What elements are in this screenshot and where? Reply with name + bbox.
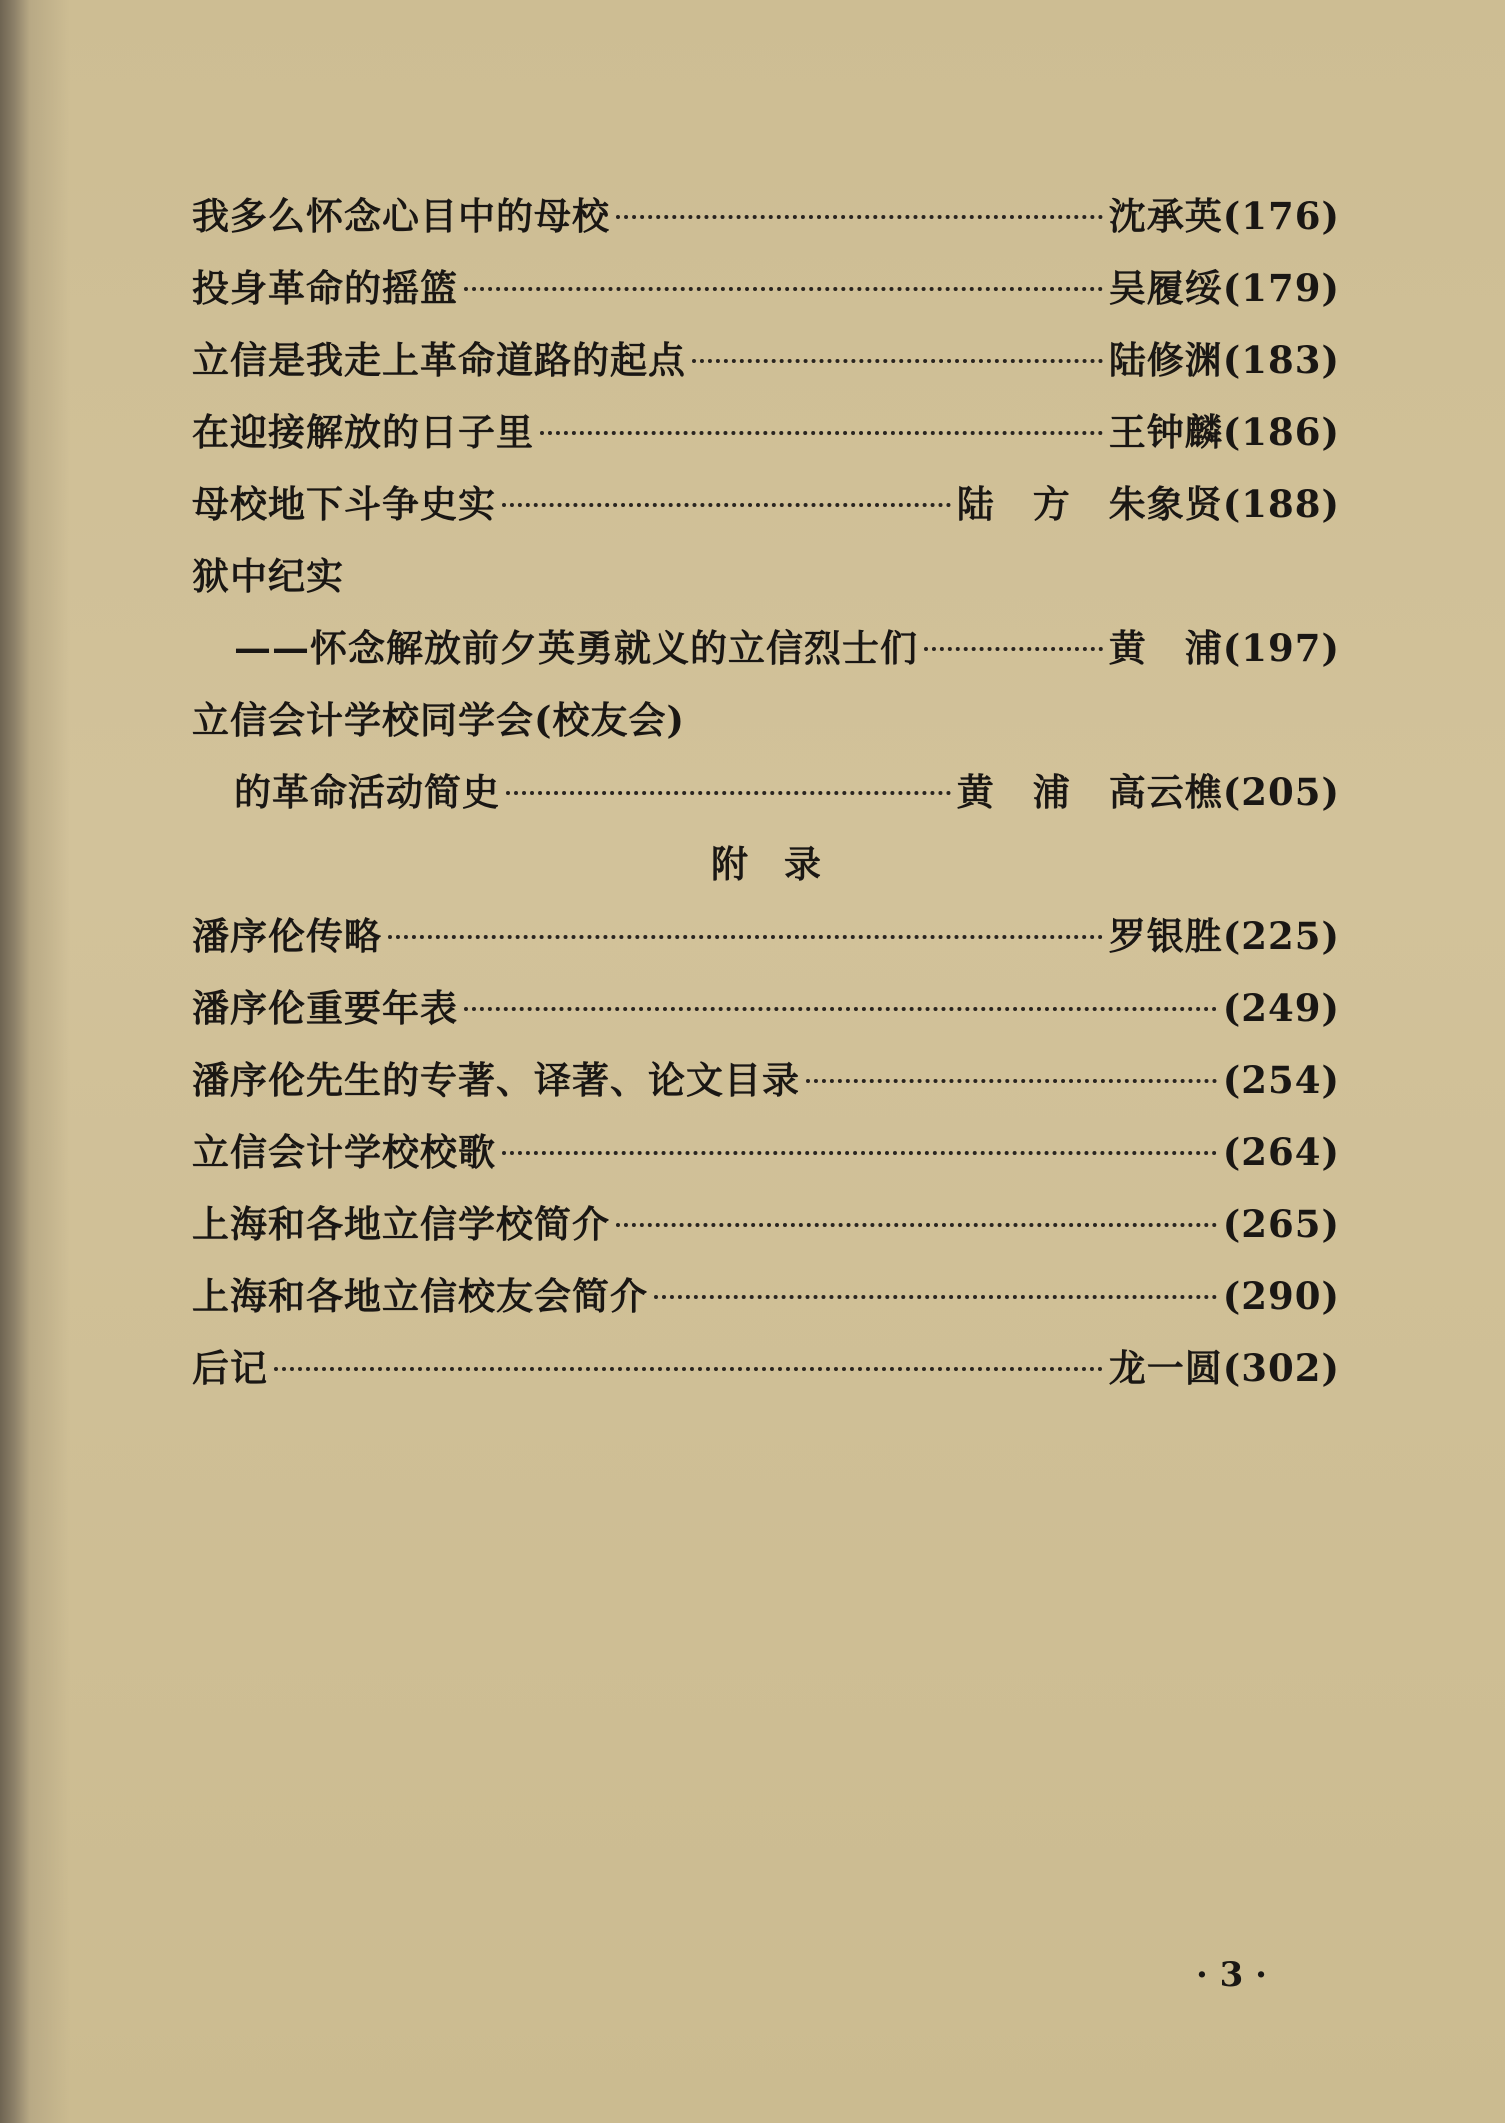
toc-entry-title: 后记 [192, 1346, 268, 1390]
toc-entry-author: 陆修渊 [1108, 338, 1223, 382]
dot-leader [616, 215, 1103, 219]
toc-entry-title: 母校地下斗争史实 [192, 482, 496, 526]
toc-entry-author: 沈承英 [1108, 194, 1223, 238]
toc-entry-heading [192, 540, 1340, 612]
toc-entry [192, 756, 1340, 828]
dot-leader [274, 1367, 1103, 1371]
toc-entry-page: (249) [1222, 986, 1340, 1030]
toc-entry-title: 狱中纪实 [192, 554, 344, 598]
dot-leader [806, 1079, 1217, 1083]
dot-leader [540, 431, 1103, 435]
toc-entry-subtitle: 的革命活动简史 [234, 770, 500, 814]
toc-entry [192, 252, 1340, 324]
toc-entry [192, 1116, 1340, 1188]
toc-entry [192, 972, 1340, 1044]
dot-leader [502, 1151, 1217, 1155]
toc-entry-page: (176) [1222, 194, 1340, 238]
toc-entry-author: 黄 浦 高云樵 [956, 770, 1223, 814]
toc-entry-title: 在迎接解放的日子里 [192, 410, 534, 454]
toc-entry-author: 王钟麟 [1108, 410, 1223, 454]
dot-leader [388, 935, 1103, 939]
toc-entry-title: 潘序伦传略 [192, 914, 382, 958]
toc-entry-author: 吴履绥 [1108, 266, 1223, 310]
dot-leader [464, 287, 1103, 291]
toc-entry-page: (183) [1222, 338, 1340, 382]
toc-entry-subtitle: ——怀念解放前夕英勇就义的立信烈士们 [234, 626, 918, 670]
toc-entry-title: 潘序伦先生的专著、译著、论文目录 [192, 1058, 800, 1102]
toc-entry-page: (188) [1222, 482, 1340, 526]
toc-entry-title: 上海和各地立信学校简介 [192, 1202, 610, 1246]
toc-entry-page: (225) [1222, 914, 1340, 958]
toc-entry-page: (179) [1222, 266, 1340, 310]
page-number: · 3 · [1196, 1955, 1268, 1995]
toc-entry-author: 黄 浦 [1108, 626, 1223, 670]
toc-entry-author: 陆 方 朱象贤 [956, 482, 1223, 526]
toc-entry [192, 396, 1340, 468]
toc-entry-title: 上海和各地立信校友会简介 [192, 1274, 648, 1318]
appendix-heading: 附录 [711, 842, 857, 886]
toc-entry-heading [192, 684, 1340, 756]
toc-entry [192, 900, 1340, 972]
dot-leader [616, 1223, 1217, 1227]
toc-entry [192, 1260, 1340, 1332]
toc-entry-title: 立信是我走上革命道路的起点 [192, 338, 686, 382]
toc-entry-author: 罗银胜 [1108, 914, 1223, 958]
toc-entry-author: 龙一圆 [1108, 1346, 1223, 1390]
dot-leader [464, 1007, 1217, 1011]
toc-entry-title: 投身革命的摇篮 [192, 266, 458, 310]
toc-entry-title: 潘序伦重要年表 [192, 986, 458, 1030]
dot-leader [502, 503, 951, 507]
toc-entry-title: 我多么怀念心目中的母校 [192, 194, 610, 238]
table-of-contents [192, 180, 1340, 1404]
toc-entry [192, 1188, 1340, 1260]
dot-leader [692, 359, 1103, 363]
toc-entry [192, 468, 1340, 540]
toc-entry-title: 立信会计学校同学会(校友会) [192, 698, 686, 742]
toc-entry-page: (205) [1222, 770, 1340, 814]
toc-entry [192, 1332, 1340, 1404]
toc-entry [192, 612, 1340, 684]
toc-entry-title: 立信会计学校校歌 [192, 1130, 496, 1174]
toc-entry-page: (302) [1222, 1346, 1340, 1390]
toc-entry [192, 1044, 1340, 1116]
toc-entry-page: (264) [1222, 1130, 1340, 1174]
toc-entry-page: (290) [1222, 1274, 1340, 1318]
dot-leader [654, 1295, 1217, 1299]
toc-entry-page: (186) [1222, 410, 1340, 454]
toc-entry-page: (254) [1222, 1058, 1340, 1102]
toc-entry-page: (265) [1222, 1202, 1340, 1246]
dot-leader [506, 791, 951, 795]
dot-leader [924, 647, 1103, 651]
toc-entry [192, 180, 1340, 252]
toc-entry-page: (197) [1222, 626, 1340, 670]
toc-entry [192, 324, 1340, 396]
